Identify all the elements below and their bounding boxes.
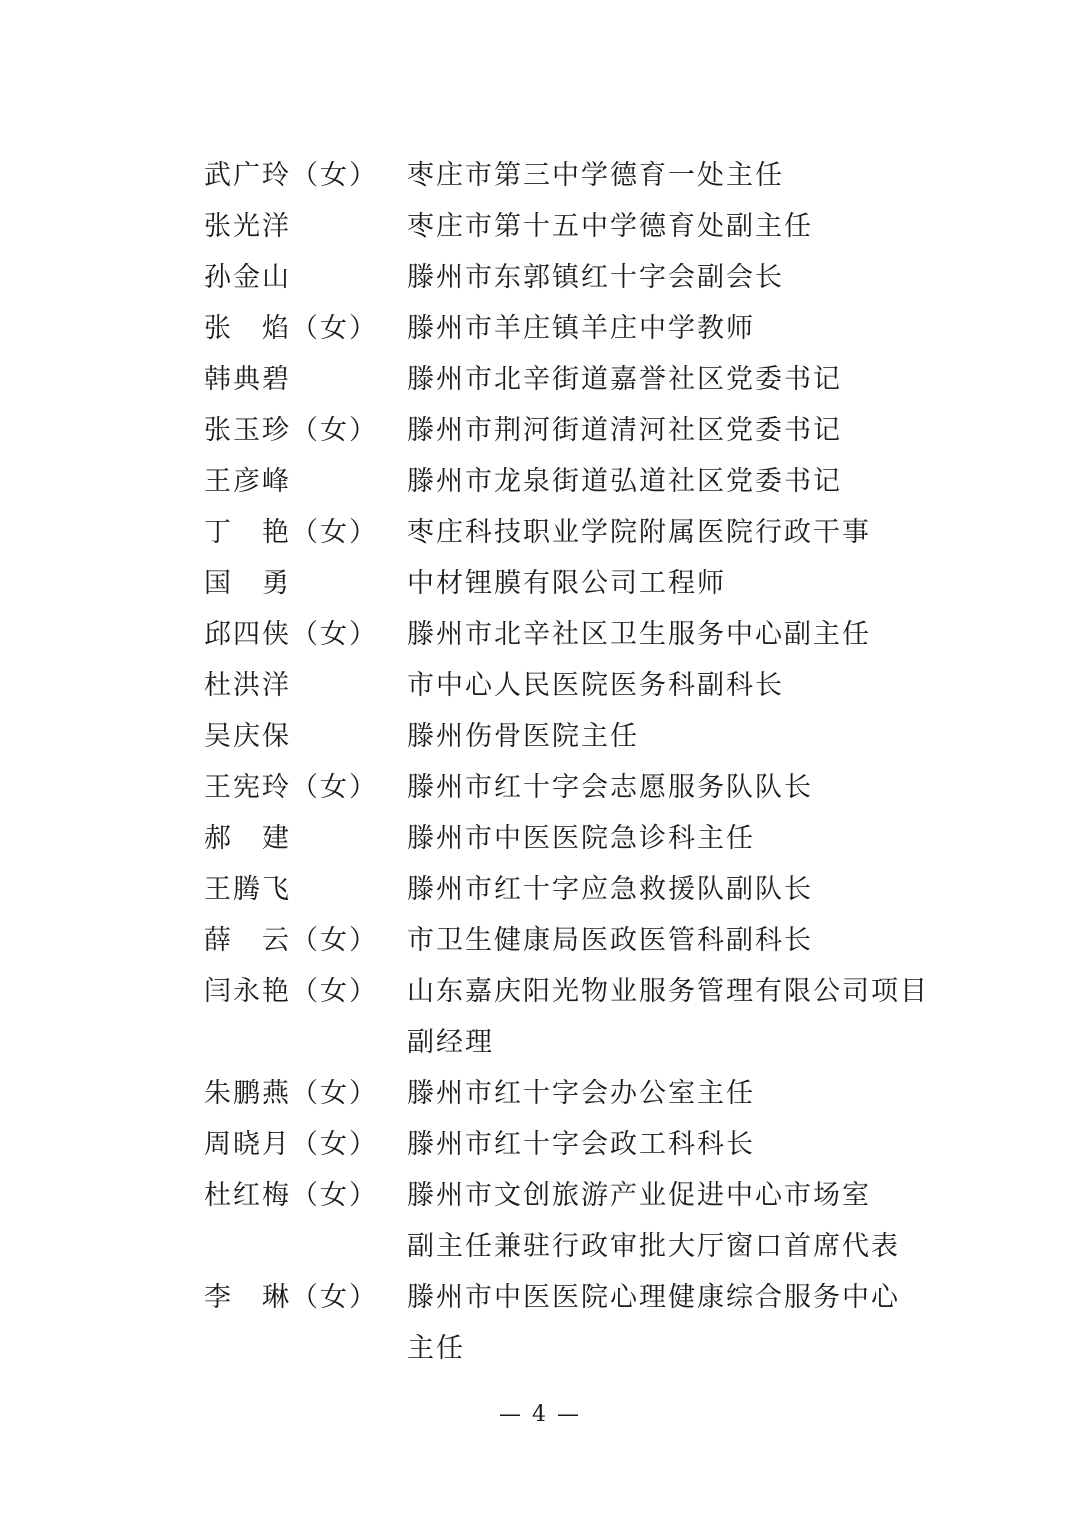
list-item	[0, 915, 1080, 966]
position-line: 市卫生健康局医政医管科副科长	[407, 925, 813, 956]
position-line: 枣庄市第三中学德育一处主任	[407, 160, 784, 191]
person-position	[407, 558, 947, 609]
person-position	[407, 303, 947, 354]
person-name: 朱鹏燕（女）	[204, 1078, 378, 1109]
list-item	[0, 966, 1080, 1068]
person-position	[407, 354, 947, 405]
position-line: 副主任兼驻行政审批大厅窗口首席代表	[407, 1231, 900, 1262]
position-line: 枣庄科技职业学院附属医院行政干事	[407, 517, 871, 548]
position-line: 中材锂膜有限公司工程师	[407, 568, 726, 599]
list-item	[0, 303, 1080, 354]
person-position	[407, 252, 947, 303]
position-line: 滕州市东郭镇红十字会副会长	[407, 262, 784, 293]
person-position	[407, 1272, 947, 1374]
list-item	[0, 405, 1080, 456]
position-line: 滕州市荆河街道清河社区党委书记	[407, 415, 842, 446]
position-line: 滕州伤骨医院主任	[407, 721, 639, 752]
person-position	[407, 1068, 947, 1119]
list-item	[0, 1170, 1080, 1272]
list-item	[0, 507, 1080, 558]
name-list	[0, 150, 1080, 1374]
person-name: 郝 建	[204, 823, 291, 854]
person-position	[407, 1119, 947, 1170]
person-name: 闫永艳（女）	[204, 976, 378, 1007]
person-name: 周晓月（女）	[204, 1129, 378, 1160]
list-item	[0, 252, 1080, 303]
person-name: 王宪玲（女）	[204, 772, 378, 803]
position-line: 滕州市北辛社区卫生服务中心副主任	[407, 619, 871, 650]
position-line: 滕州市中医医院急诊科主任	[407, 823, 755, 854]
list-item	[0, 711, 1080, 762]
person-name: 武广玲（女）	[204, 160, 378, 191]
person-name: 杜红梅（女）	[204, 1180, 378, 1211]
person-name: 吴庆保	[204, 721, 291, 752]
position-line: 滕州市红十字会志愿服务队队长	[407, 772, 813, 803]
position-line: 滕州市中医医院心理健康综合服务中心	[407, 1282, 900, 1313]
person-position	[407, 711, 947, 762]
person-position	[407, 1170, 947, 1272]
list-item	[0, 609, 1080, 660]
person-position	[407, 762, 947, 813]
position-line: 副经理	[407, 1027, 494, 1058]
person-name: 孙金山	[204, 262, 291, 293]
list-item	[0, 1272, 1080, 1374]
list-item	[0, 1068, 1080, 1119]
person-name: 邱四侠（女）	[204, 619, 378, 650]
person-name: 国 勇	[204, 568, 291, 599]
list-item	[0, 456, 1080, 507]
person-position	[407, 405, 947, 456]
position-line: 滕州市北辛街道嘉誉社区党委书记	[407, 364, 842, 395]
position-line: 山东嘉庆阳光物业服务管理有限公司项目	[407, 976, 929, 1007]
list-item	[0, 864, 1080, 915]
person-name: 张玉珍（女）	[204, 415, 378, 446]
page-number: — 4 —	[499, 1402, 581, 1427]
person-name: 韩典碧	[204, 364, 291, 395]
person-position	[407, 507, 947, 558]
person-position	[407, 201, 947, 252]
position-line: 枣庄市第十五中学德育处副主任	[407, 211, 813, 242]
person-position	[407, 915, 947, 966]
person-name: 王彦峰	[204, 466, 291, 497]
list-item	[0, 150, 1080, 201]
list-item	[0, 762, 1080, 813]
person-position	[407, 864, 947, 915]
position-line: 滕州市红十字会办公室主任	[407, 1078, 755, 1109]
list-item	[0, 813, 1080, 864]
person-name: 丁 艳（女）	[204, 517, 378, 548]
list-item	[0, 354, 1080, 405]
position-line: 市中心人民医院医务科副科长	[407, 670, 784, 701]
person-position	[407, 456, 947, 507]
person-name: 杜洪洋	[204, 670, 291, 701]
person-name: 张 焰（女）	[204, 313, 378, 344]
position-line: 滕州市红十字会政工科科长	[407, 1129, 755, 1160]
person-name: 张光洋	[204, 211, 291, 242]
list-item	[0, 660, 1080, 711]
person-name: 王腾飞	[204, 874, 291, 905]
person-name: 薛 云（女）	[204, 925, 378, 956]
position-line: 滕州市文创旅游产业促进中心市场室	[407, 1180, 871, 1211]
person-position	[407, 150, 947, 201]
list-item	[0, 1119, 1080, 1170]
list-item	[0, 201, 1080, 252]
person-position	[407, 813, 947, 864]
person-name: 李 琳（女）	[204, 1282, 378, 1313]
position-line: 滕州市红十字应急救援队副队长	[407, 874, 813, 905]
position-line: 滕州市龙泉街道弘道社区党委书记	[407, 466, 842, 497]
position-line: 主任	[407, 1333, 465, 1364]
person-position	[407, 609, 947, 660]
person-position	[407, 660, 947, 711]
list-item	[0, 558, 1080, 609]
position-line: 滕州市羊庄镇羊庄中学教师	[407, 313, 755, 344]
person-position	[407, 966, 947, 1068]
